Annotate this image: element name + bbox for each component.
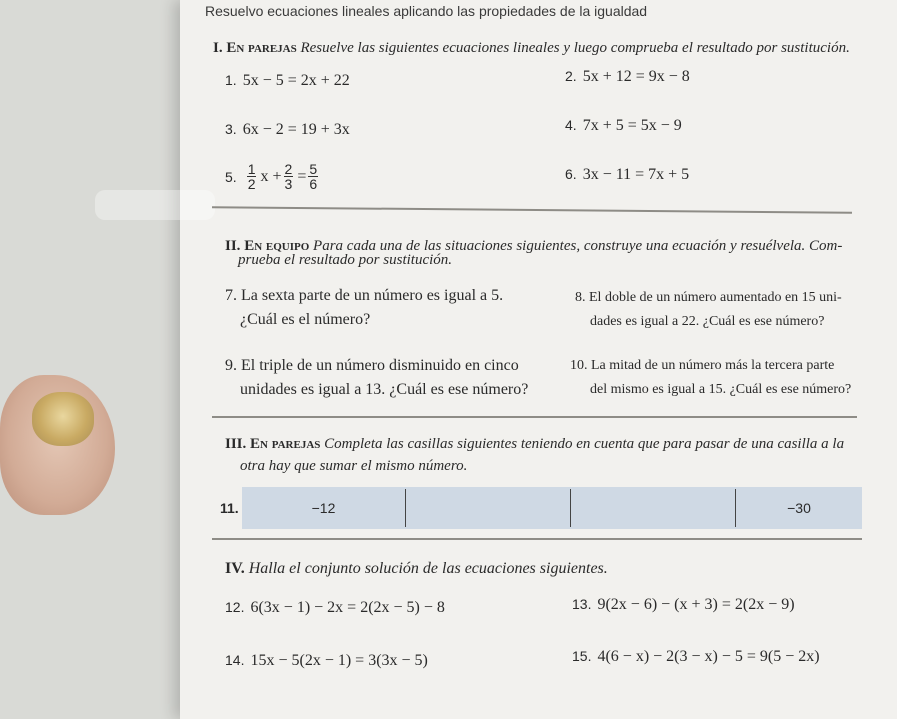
problem-8 xyxy=(575,286,875,334)
page-header: Resuelvo ecuaciones lineales aplicando las propiedades de la igualdad xyxy=(205,3,648,19)
exercise-6 xyxy=(565,166,689,184)
section-3-numeral: III. xyxy=(225,436,247,452)
exercise-12 xyxy=(225,599,445,617)
equation: 5x + 12 = 9x − 8 xyxy=(582,68,690,85)
equation: 9(2x − 6) − (x + 3) = 2(2x − 9) xyxy=(597,596,795,613)
problem-text-line2: unidades es igual a 13. ¿Cuál es ese número? xyxy=(240,381,529,398)
sequence-cell-2[interactable] xyxy=(406,487,570,529)
glare xyxy=(95,190,215,220)
problem-text-line1: El triple de un número disminuido en cinco xyxy=(241,357,519,374)
sequence-cell-1: −12 xyxy=(311,500,336,516)
problem-7 xyxy=(225,284,555,332)
exercise-number: 6. xyxy=(565,166,577,182)
problem-text-line1: La mitad de un número más la tercera parte xyxy=(591,358,835,373)
problem-9 xyxy=(225,354,565,402)
exercise-number: 1. xyxy=(225,72,237,88)
section-1-heading xyxy=(213,40,850,57)
section-4-instruction: Halla el conjunto solución de las ecuaciones siguientes. xyxy=(248,560,608,577)
sequence-cell-4: −30 xyxy=(787,500,811,516)
section-2-mode: En equipo xyxy=(244,238,310,254)
exercise-5 xyxy=(225,162,320,191)
problem-text-line2: ¿Cuál es el número? xyxy=(240,311,371,328)
fraction-one-half: $\frac{1}{2}$ xyxy=(247,161,256,192)
problem-text-line2: del mismo es igual a 15. ¿Cuál es ese número? xyxy=(590,382,852,397)
fingernail xyxy=(32,392,94,446)
exercise-13 xyxy=(572,596,795,614)
divider xyxy=(212,416,857,418)
problem-number: 7. xyxy=(225,287,237,304)
problem-text-line1: El doble de un número aumentado en 15 uni- xyxy=(589,290,842,305)
section-2-numeral: II. xyxy=(225,238,241,254)
problem-number: 10. xyxy=(570,358,588,373)
section-2-instruction-line2: prueba el resultado por sustitución. xyxy=(238,252,453,268)
equation: 7x + 5 = 5x − 9 xyxy=(582,117,682,134)
equation: 15x − 5(2x − 1) = 3(3x − 5) xyxy=(250,652,428,669)
equation: 6x − 2 = 19 + 3x xyxy=(242,121,350,138)
equation: 5x − 5 = 2x + 22 xyxy=(242,72,350,89)
exercise-number: 15. xyxy=(572,648,592,664)
exercise-1 xyxy=(225,72,350,90)
exercise-15 xyxy=(572,648,820,666)
problem-number: 9. xyxy=(225,357,237,374)
section-3-heading xyxy=(225,436,844,453)
problem-10 xyxy=(570,354,880,402)
section-3-instruction-line2: otra hay que sumar el mismo número. xyxy=(240,458,468,474)
exercise-14 xyxy=(225,652,428,670)
section-4-numeral: IV. xyxy=(225,560,245,577)
equation: 3x − 11 = 7x + 5 xyxy=(582,166,690,183)
exercise-number: 2. xyxy=(565,68,577,84)
exercise-number: 14. xyxy=(225,652,245,668)
equation: 4(6 − x) − 2(3 − x) − 5 = 9(5 − 2x) xyxy=(597,648,820,665)
exercise-4 xyxy=(565,117,682,135)
section-3-instruction-line1: Completa las casillas siguientes teniendo en cuenta que para pasar de una casilla a la xyxy=(324,436,845,452)
section-3-mode: En parejas xyxy=(250,436,321,452)
exercise-number: 3. xyxy=(225,121,237,137)
fraction-two-thirds: $\frac{2}{3}$ xyxy=(284,161,293,192)
exercise-2 xyxy=(565,68,690,86)
section-4-heading xyxy=(225,560,608,578)
exercise-number: 5. xyxy=(225,168,237,185)
sequence-boxes xyxy=(242,487,862,529)
problem-text-line1: La sexta parte de un número es igual a 5. xyxy=(241,287,504,304)
exercise-number: 4. xyxy=(565,117,577,133)
exercise-number: 13. xyxy=(572,596,592,612)
section-1-numeral: I. xyxy=(213,40,223,56)
section-1-instruction: Resuelve las siguientes ecuaciones lineales y luego comprueba el resultado por sustitución. xyxy=(300,40,850,56)
equals-sign: = xyxy=(297,167,307,185)
exercise-11-number: 11. xyxy=(220,500,239,516)
equation-mid: x + xyxy=(260,167,282,185)
divider xyxy=(212,538,862,540)
section-2-instruction-line1: Para cada una de las situaciones siguientes, construye una ecuación y resuélvela. Com- xyxy=(313,238,843,254)
section-1-mode: En parejas xyxy=(226,40,297,56)
exercise-number: 12. xyxy=(225,599,245,615)
fraction-five-sixths: $\frac{5}{6}$ xyxy=(309,161,318,192)
problem-text-line2: dades es igual a 22. ¿Cuál es ese número? xyxy=(590,314,825,329)
equation: 6(3x − 1) − 2x = 2(2x − 5) − 8 xyxy=(250,599,445,616)
exercise-3 xyxy=(225,121,350,139)
sequence-cell-3[interactable] xyxy=(571,487,735,529)
problem-number: 8. xyxy=(575,290,586,305)
